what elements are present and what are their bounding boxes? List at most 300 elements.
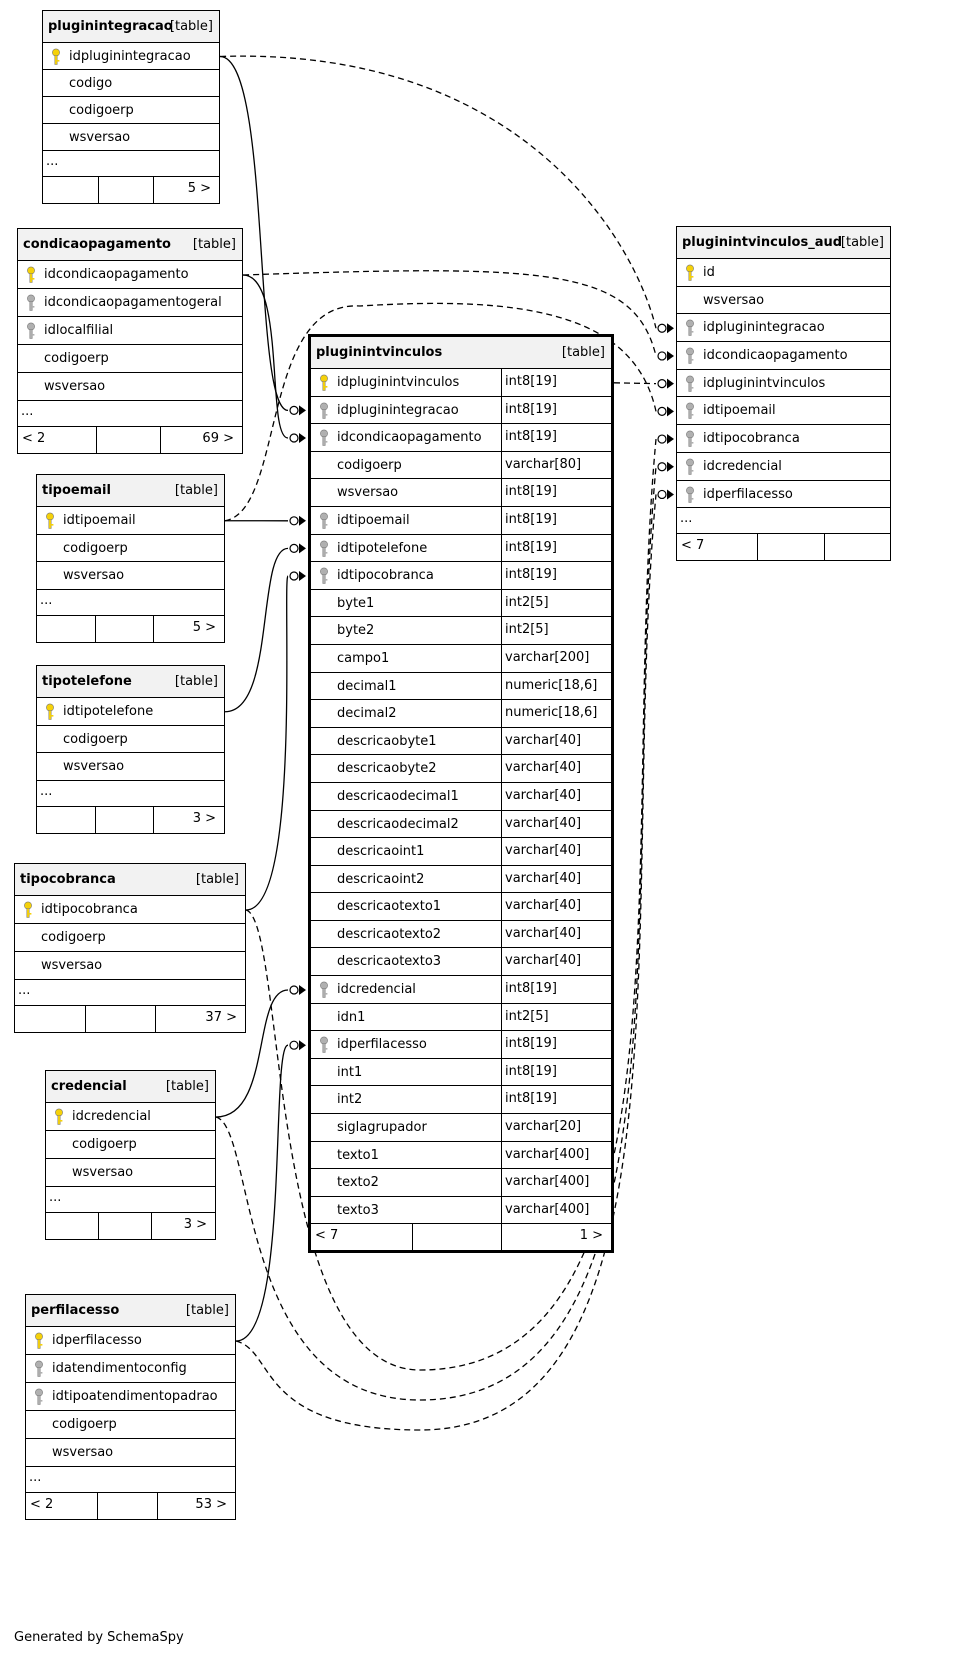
- relationship-tipotelefone-to-pluginintvinculos: [225, 548, 288, 711]
- footer-cell: [757, 534, 824, 560]
- column-type: int8[19]: [501, 535, 601, 562]
- more-columns-ellipsis: ...: [40, 592, 53, 608]
- relationship-pluginintegracao-to-pluginintvinculos_aud: [220, 56, 656, 328]
- column-type: varchar[400]: [501, 1169, 601, 1196]
- more-columns-row[interactable]: [37, 590, 224, 616]
- column-name: idpluginintvinculos: [337, 375, 460, 390]
- column-row[interactable]: [311, 562, 611, 590]
- column-name: id: [703, 265, 715, 280]
- relationship-end-marker: [658, 489, 674, 499]
- column-row[interactable]: [18, 289, 242, 317]
- children-count[interactable]: 5 >: [187, 181, 211, 196]
- table-header[interactable]: [15, 864, 245, 896]
- column-name: idcredencial: [337, 982, 416, 998]
- column-row[interactable]: [43, 97, 219, 124]
- column-row[interactable]: [311, 921, 611, 949]
- foreign-key-icon: [319, 1036, 329, 1054]
- children-count[interactable]: 69 >: [202, 431, 234, 446]
- column-row[interactable]: [37, 753, 224, 781]
- column-row[interactable]: [311, 976, 611, 1004]
- column-row[interactable]: [37, 535, 224, 563]
- table-type-label: [table]: [174, 483, 218, 498]
- column-row[interactable]: [677, 370, 890, 398]
- more-columns-ellipsis: ...: [40, 783, 53, 799]
- column-name: descricaotexto2: [337, 926, 442, 942]
- column-name: wsversao: [44, 379, 106, 394]
- foreign-key-icon: [685, 319, 695, 337]
- column-row[interactable]: [677, 481, 890, 509]
- table-header[interactable]: [311, 337, 611, 369]
- column-type: int2[5]: [501, 1004, 601, 1031]
- footer-cell: [151, 1213, 215, 1239]
- column-name: byte2: [337, 623, 375, 639]
- footer-cell: [97, 1493, 157, 1519]
- footer-cell: [153, 616, 224, 642]
- foreign-key-icon: [34, 1360, 44, 1378]
- table-type-label: [table]: [561, 345, 605, 360]
- column-name: idlocalfilial: [44, 323, 114, 338]
- column-row[interactable]: [311, 1004, 611, 1032]
- table-footer: [18, 427, 242, 453]
- column-name: descricaoint1: [337, 844, 425, 860]
- footer-cell: [37, 616, 95, 642]
- more-columns-row[interactable]: [37, 781, 224, 807]
- column-name: codigoerp: [44, 351, 109, 366]
- more-columns-row[interactable]: [18, 401, 242, 427]
- parents-count[interactable]: < 2: [22, 431, 46, 446]
- column-name: idatendimentoconfig: [52, 1361, 187, 1376]
- column-row[interactable]: [37, 726, 224, 754]
- column-type: varchar[40]: [501, 811, 601, 838]
- more-columns-row[interactable]: [43, 151, 219, 177]
- column-row[interactable]: [311, 1114, 611, 1142]
- column-row[interactable]: [311, 783, 611, 811]
- more-columns-row[interactable]: [46, 1187, 215, 1213]
- column-row[interactable]: [311, 1086, 611, 1114]
- table-footer: [15, 1006, 245, 1032]
- table-name: perfilacesso: [31, 1303, 120, 1318]
- table-name: pluginintvinculos_aud: [682, 235, 843, 250]
- children-count[interactable]: 53 >: [195, 1497, 227, 1512]
- more-columns-ellipsis: ...: [49, 1190, 62, 1205]
- foreign-key-icon: [26, 294, 36, 312]
- column-row[interactable]: [26, 1355, 235, 1383]
- column-row[interactable]: [311, 1169, 611, 1197]
- column-name: descricaotexto3: [337, 954, 442, 970]
- column-row[interactable]: [18, 373, 242, 401]
- column-row[interactable]: [43, 43, 219, 70]
- column-name: idtipoemail: [337, 512, 410, 528]
- column-row[interactable]: [18, 261, 242, 289]
- table-footer: [26, 1493, 235, 1519]
- table-header[interactable]: [37, 666, 224, 698]
- table-type-label: [table]: [185, 1303, 229, 1318]
- more-columns-ellipsis: ...: [21, 404, 34, 419]
- column-name: texto3: [337, 1202, 379, 1218]
- table-header[interactable]: [46, 1071, 215, 1103]
- foreign-key-icon: [319, 512, 329, 530]
- primary-key-icon: [54, 1108, 64, 1126]
- column-name: descricaotexto1: [337, 899, 442, 915]
- primary-key-icon: [51, 48, 61, 66]
- column-name: wsversao: [72, 1165, 134, 1180]
- relationship-end-marker: [658, 323, 674, 333]
- column-type: varchar[40]: [501, 838, 601, 865]
- footer-cell: [160, 427, 242, 453]
- column-name: idtipotelefone: [337, 540, 428, 556]
- column-name: codigoerp: [72, 1137, 137, 1152]
- column-row[interactable]: [311, 369, 611, 397]
- footer-cell: [85, 1006, 155, 1032]
- column-name: decimal1: [337, 678, 397, 694]
- column-row[interactable]: [311, 507, 611, 535]
- column-row[interactable]: [18, 345, 242, 373]
- table-name: tipocobranca: [20, 872, 116, 887]
- relationship-end-marker: [290, 571, 306, 581]
- footer-cell: [155, 1006, 245, 1032]
- table-tipocobranca[interactable]: [14, 863, 246, 1033]
- foreign-key-icon: [685, 458, 695, 476]
- table-condicaopagamento[interactable]: [17, 228, 243, 454]
- column-type: int8[19]: [501, 1086, 601, 1113]
- column-name: wsversao: [63, 568, 125, 583]
- column-name: idpluginintvinculos: [703, 375, 826, 391]
- foreign-key-icon: [685, 486, 695, 504]
- column-type: int8[19]: [501, 976, 601, 1003]
- column-name: idpluginintegracao: [69, 49, 191, 64]
- relationship-end-marker: [290, 516, 306, 526]
- table-type-label: [table]: [169, 19, 213, 34]
- foreign-key-icon: [685, 430, 695, 448]
- column-row[interactable]: [677, 425, 890, 453]
- table-name: tipoemail: [42, 483, 111, 498]
- column-name: wsversao: [69, 130, 131, 145]
- table-footer: [311, 1224, 611, 1250]
- column-type: int8[19]: [501, 424, 601, 451]
- table-header[interactable]: [677, 227, 890, 259]
- column-row[interactable]: [677, 314, 890, 342]
- column-name: idperfilacesso: [52, 1333, 142, 1348]
- column-type: int8[19]: [501, 562, 601, 589]
- column-type: int8[19]: [501, 479, 601, 506]
- column-row[interactable]: [18, 317, 242, 345]
- column-type: varchar[80]: [501, 452, 601, 479]
- more-columns-row[interactable]: [26, 1467, 235, 1493]
- children-count[interactable]: 5 >: [192, 619, 216, 635]
- footer-cell: [153, 807, 224, 833]
- footer-cell: [95, 616, 153, 642]
- column-row[interactable]: [26, 1439, 235, 1467]
- column-name: descricaoint2: [337, 871, 425, 887]
- table-name: credencial: [51, 1079, 127, 1094]
- column-type: varchar[400]: [501, 1197, 601, 1224]
- column-row[interactable]: [311, 397, 611, 425]
- column-row[interactable]: [311, 1059, 611, 1087]
- footer-cell: [43, 177, 98, 203]
- more-columns-ellipsis: ...: [18, 983, 31, 998]
- column-type: varchar[40]: [501, 893, 601, 920]
- relationship-condicaopagamento-to-pluginintvinculos: [243, 275, 288, 438]
- column-row[interactable]: [311, 645, 611, 673]
- column-row[interactable]: [37, 507, 224, 535]
- column-name: codigoerp: [63, 540, 128, 556]
- parents-count[interactable]: < 7: [681, 538, 705, 554]
- table-footer: [43, 177, 219, 203]
- foreign-key-icon: [685, 402, 695, 420]
- footer-cell: [26, 1493, 97, 1519]
- table-type-label: [table]: [192, 237, 236, 252]
- relationship-perfilacesso-to-pluginintvinculos: [236, 1045, 288, 1341]
- footer-cell: [98, 1213, 151, 1239]
- table-type-label: [table]: [165, 1079, 209, 1094]
- primary-key-icon: [319, 374, 329, 392]
- column-row[interactable]: [311, 755, 611, 783]
- footer-cell: [96, 427, 160, 453]
- foreign-key-icon: [34, 1388, 44, 1406]
- column-type: varchar[40]: [501, 921, 601, 948]
- footer-cell: [412, 1224, 501, 1250]
- primary-key-icon: [45, 512, 55, 530]
- relationship-end-marker: [290, 1040, 306, 1050]
- column-name: decimal2: [337, 706, 397, 722]
- column-row[interactable]: [311, 948, 611, 976]
- column-type: int8[19]: [501, 507, 601, 534]
- column-name: idcondicaopagamento: [337, 430, 482, 446]
- column-row[interactable]: [15, 896, 245, 924]
- column-type: int2[5]: [501, 617, 601, 644]
- column-name: codigoerp: [41, 930, 106, 945]
- children-count[interactable]: 3 >: [192, 810, 216, 826]
- column-name: texto2: [337, 1175, 379, 1191]
- column-row[interactable]: [677, 287, 890, 315]
- column-name: descricaodecimal2: [337, 816, 459, 832]
- column-row[interactable]: [677, 453, 890, 481]
- column-row[interactable]: [15, 924, 245, 952]
- column-row[interactable]: [311, 811, 611, 839]
- column-row[interactable]: [26, 1327, 235, 1355]
- table-pluginintvinculos_aud[interactable]: [676, 226, 891, 561]
- column-row[interactable]: [311, 1031, 611, 1059]
- column-name: descricaobyte2: [337, 761, 437, 777]
- table-footer: [37, 616, 224, 642]
- column-name: siglagrupador: [337, 1120, 427, 1136]
- footer-cell: [677, 534, 757, 560]
- table-pluginintegracao[interactable]: [42, 10, 220, 204]
- column-name: wsversao: [52, 1445, 114, 1460]
- column-row[interactable]: [311, 535, 611, 563]
- more-columns-ellipsis: ...: [46, 154, 59, 169]
- footer-cell: [824, 534, 890, 560]
- foreign-key-icon: [319, 429, 329, 447]
- relationship-end-marker: [658, 406, 674, 416]
- column-row[interactable]: [311, 1142, 611, 1170]
- column-type: int8[19]: [501, 1059, 601, 1086]
- table-footer: [46, 1213, 215, 1239]
- foreign-key-icon: [319, 402, 329, 420]
- column-name: idperfilacesso: [703, 486, 793, 502]
- column-row[interactable]: [26, 1383, 235, 1411]
- column-name: idcondicaopagamento: [703, 348, 848, 364]
- column-name: int1: [337, 1064, 363, 1080]
- column-name: idcondicaopagamento: [44, 267, 189, 282]
- column-row[interactable]: [311, 673, 611, 701]
- primary-key-icon: [34, 1332, 44, 1350]
- column-name: texto1: [337, 1147, 379, 1163]
- footer-cell: [98, 177, 153, 203]
- table-header[interactable]: [18, 229, 242, 261]
- relationship-end-marker: [658, 434, 674, 444]
- column-row[interactable]: [46, 1159, 215, 1187]
- column-row[interactable]: [677, 259, 890, 287]
- column-type: numeric[18,6]: [501, 700, 601, 727]
- children-count[interactable]: 1 >: [579, 1228, 603, 1244]
- column-type: varchar[40]: [501, 783, 601, 810]
- column-row[interactable]: [311, 479, 611, 507]
- table-header[interactable]: [26, 1295, 235, 1327]
- column-type: varchar[20]: [501, 1114, 601, 1141]
- column-name: codigoerp: [52, 1417, 117, 1432]
- footer-cell: [501, 1224, 611, 1250]
- column-name: descricaodecimal1: [337, 788, 459, 804]
- table-type-label: [table]: [174, 674, 218, 689]
- table-footer: [37, 807, 224, 833]
- column-name: idtipoatendimentopadrao: [52, 1389, 218, 1404]
- column-name: idcredencial: [703, 458, 782, 474]
- column-name: int2: [337, 1092, 363, 1108]
- column-name: codigoerp: [63, 731, 128, 747]
- column-name: idtipocobranca: [41, 902, 138, 917]
- foreign-key-icon: [319, 567, 329, 585]
- table-pluginintvinculos[interactable]: [308, 334, 614, 1253]
- column-row[interactable]: [43, 70, 219, 97]
- primary-key-icon: [23, 901, 33, 919]
- column-row[interactable]: [37, 562, 224, 590]
- column-type: int8[19]: [501, 1031, 601, 1058]
- foreign-key-icon: [319, 981, 329, 999]
- column-name: idtipocobranca: [337, 568, 434, 584]
- column-row[interactable]: [311, 424, 611, 452]
- column-row[interactable]: [311, 700, 611, 728]
- column-name: wsversao: [703, 292, 765, 308]
- parents-count[interactable]: < 7: [315, 1228, 339, 1244]
- more-columns-ellipsis: ...: [29, 1470, 42, 1485]
- column-row[interactable]: [677, 342, 890, 370]
- column-name: idtipotelefone: [63, 704, 154, 719]
- column-type: int2[5]: [501, 590, 601, 617]
- column-name: wsversao: [63, 759, 125, 774]
- column-name: campo1: [337, 650, 390, 666]
- column-row[interactable]: [311, 728, 611, 756]
- column-name: descricaobyte1: [337, 733, 437, 749]
- footer-cell: [153, 177, 219, 203]
- column-row[interactable]: [311, 866, 611, 894]
- column-type: int8[19]: [501, 397, 601, 424]
- footer-cell: [95, 807, 153, 833]
- more-columns-row[interactable]: [677, 508, 890, 534]
- table-type-label: [table]: [195, 872, 239, 887]
- column-type: varchar[200]: [501, 645, 601, 672]
- foreign-key-icon: [685, 375, 695, 393]
- relationship-end-marker: [290, 985, 306, 995]
- column-row[interactable]: [677, 397, 890, 425]
- column-row[interactable]: [311, 452, 611, 480]
- relationship-end-marker: [658, 462, 674, 472]
- column-name: codigoerp: [69, 103, 134, 118]
- foreign-key-icon: [685, 347, 695, 365]
- column-name: byte1: [337, 595, 375, 611]
- relationship-end-marker: [658, 379, 674, 389]
- column-row[interactable]: [46, 1131, 215, 1159]
- column-type: varchar[40]: [501, 755, 601, 782]
- column-type: varchar[40]: [501, 866, 601, 893]
- relationship-end-marker: [290, 433, 306, 443]
- footer-cell: [37, 807, 95, 833]
- column-row[interactable]: [43, 124, 219, 151]
- column-row[interactable]: [26, 1411, 235, 1439]
- column-type: varchar[400]: [501, 1142, 601, 1169]
- column-row[interactable]: [15, 952, 245, 980]
- column-type: numeric[18,6]: [501, 673, 601, 700]
- children-count[interactable]: 3 >: [183, 1217, 207, 1232]
- column-name: idperfilacesso: [337, 1037, 427, 1053]
- column-name: idtipoemail: [703, 403, 776, 419]
- table-name: tipotelefone: [42, 674, 132, 689]
- table-tipotelefone[interactable]: [36, 665, 225, 834]
- table-credencial[interactable]: [45, 1070, 216, 1240]
- primary-key-icon: [45, 703, 55, 721]
- table-type-label: [table]: [840, 235, 884, 250]
- column-name: idcredencial: [72, 1109, 151, 1124]
- column-row[interactable]: [37, 698, 224, 726]
- column-row[interactable]: [311, 617, 611, 645]
- footer-cell: [157, 1493, 235, 1519]
- column-name: idcondicaopagamentogeral: [44, 295, 222, 310]
- table-header[interactable]: [37, 475, 224, 507]
- column-name: idtipocobranca: [703, 431, 800, 447]
- column-row[interactable]: [311, 1197, 611, 1225]
- column-name: idpluginintegracao: [337, 402, 459, 418]
- parents-count[interactable]: < 2: [30, 1497, 54, 1512]
- more-columns-ellipsis: ...: [680, 511, 693, 527]
- column-type: int8[19]: [501, 369, 601, 396]
- relationship-end-marker: [658, 351, 674, 361]
- footer-cell: [311, 1224, 412, 1250]
- column-row[interactable]: [311, 893, 611, 921]
- footer-cell: [15, 1006, 85, 1032]
- foreign-key-icon: [319, 540, 329, 558]
- column-type: varchar[40]: [501, 728, 601, 755]
- footer-cell: [46, 1213, 98, 1239]
- column-name: wsversao: [41, 958, 103, 973]
- primary-key-icon: [26, 266, 36, 284]
- table-perfilacesso[interactable]: [25, 1294, 236, 1520]
- more-columns-row[interactable]: [15, 980, 245, 1006]
- relationship-end-marker: [290, 543, 306, 553]
- relationship-tipocobranca-to-pluginintvinculos: [246, 576, 288, 910]
- column-name: codigoerp: [337, 457, 402, 473]
- table-name: pluginintegracao: [48, 19, 173, 34]
- column-row[interactable]: [46, 1103, 215, 1131]
- footer-cell: [18, 427, 96, 453]
- column-name: idpluginintegracao: [703, 320, 825, 336]
- column-row[interactable]: [311, 590, 611, 618]
- table-header[interactable]: [43, 11, 219, 43]
- table-name: pluginintvinculos: [316, 345, 443, 360]
- table-tipoemail[interactable]: [36, 474, 225, 643]
- column-name: codigo: [69, 76, 113, 91]
- column-row[interactable]: [311, 838, 611, 866]
- children-count[interactable]: 37 >: [205, 1010, 237, 1025]
